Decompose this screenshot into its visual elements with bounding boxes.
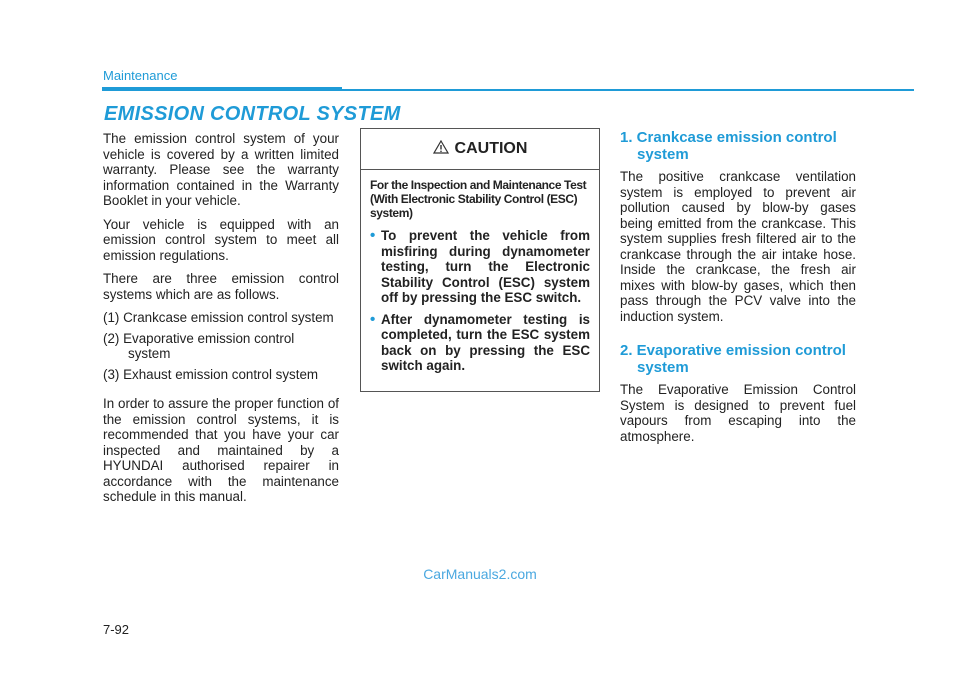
caution-box	[360, 128, 600, 392]
caution-bullet: • After dynamometer testing is completed, turn the ESC system back on by pressing the ESC switch again.	[370, 312, 590, 374]
closing-paragraph: In order to assure the proper function of the emission control systems, it is recommended that you have your car inspected and maintained by a HYUNDAI authorised repairer in accordance with the maintenance schedule in this manual.	[103, 396, 339, 504]
caution-body	[361, 170, 599, 374]
left-column	[103, 131, 339, 513]
caution-subtitle: For the Inspection and Maintenance Test (With Electronic Stability Control (ESC) system)	[370, 178, 587, 220]
page-number: 7-92	[103, 622, 130, 637]
list-item: (2) Evaporative emission control system	[103, 330, 295, 361]
watermark	[0, 566, 960, 582]
intro-paragraph-1: The emission control system of your vehicle is covered by a written limited warranty. Please see the warranty information contained in the Warranty Booklet in your vehicle.	[103, 131, 339, 208]
intro-paragraph-3: There are three emission control systems which are as follows.	[103, 271, 339, 302]
caution-header	[361, 129, 599, 170]
crankcase-paragraph: The positive crankcase ventilation system is employed to prevent air pollution caused by blow-by gases being emitted from the crankcase. This system supplies fresh filtered air to the crankcase through the air intake hose. Inside the crankcase, the fresh air mixes with blow-by gases, which then pass through the PCV valve into the induction system.	[620, 169, 856, 324]
caution-bullet: • To prevent the vehicle from misfiring during dynamometer testing, turn the Electronic Stability Control (ESC) system off by pressing the ESC switch.	[370, 228, 590, 306]
crankcase-heading: 1. Crankcase emission control system	[620, 129, 837, 163]
warning-triangle-icon	[433, 140, 449, 159]
right-column	[620, 129, 856, 452]
list-item: (1) Crankcase emission control system	[103, 310, 334, 325]
header-rule-thin	[342, 89, 914, 91]
intro-paragraph-2: Your vehicle is equipped with an emission control system to meet all emission regulations.	[103, 216, 339, 263]
list-item: (3) Exhaust emission control system	[103, 366, 319, 382]
page-title: EMISSION CONTROL SYSTEM	[104, 103, 401, 125]
evaporative-paragraph: The Evaporative Emission Control System is designed to prevent fuel vapours from escaping into the atmosphere.	[620, 382, 856, 444]
systems-list	[103, 310, 339, 382]
caution-title: CAUTION	[454, 140, 528, 157]
header-rule-thick	[102, 87, 342, 91]
section-label: Maintenance	[103, 68, 178, 83]
caution-list	[370, 228, 590, 374]
watermark-text: CarManuals2.com	[423, 566, 537, 582]
evaporative-heading: 2. Evaporative emission control system	[620, 342, 846, 376]
